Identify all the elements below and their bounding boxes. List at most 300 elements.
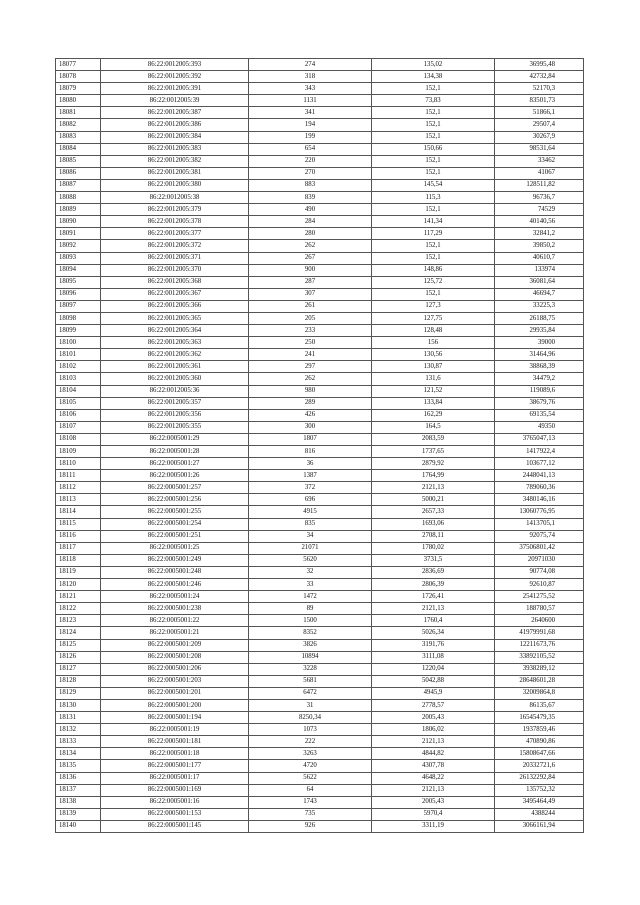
unit-value-cell: 2657,33 — [372, 506, 495, 518]
row-number-cell: 18122 — [56, 603, 101, 615]
table-row — [56, 252, 584, 264]
cadastral-number-cell: 86:22:0012005:380 — [101, 179, 249, 191]
unit-value-cell: 2708,11 — [372, 530, 495, 542]
unit-value-cell: 1726,41 — [372, 591, 495, 603]
cadastral-value-cell: 90774,08 — [495, 566, 584, 578]
cadastral-number-cell: 86:22:0012005:392 — [101, 71, 249, 83]
area-cell: 980 — [249, 385, 372, 397]
unit-value-cell: 2778,57 — [372, 699, 495, 711]
table-row — [56, 204, 584, 216]
unit-value-cell: 150,66 — [372, 143, 495, 155]
cadastral-value-cell: 33462 — [495, 155, 584, 167]
table-row — [56, 433, 584, 445]
unit-value-cell: 4307,78 — [372, 760, 495, 772]
row-number-cell: 18096 — [56, 288, 101, 300]
table-row — [56, 179, 584, 191]
cadastral-value-cell: 41979991,68 — [495, 627, 584, 639]
table-row — [56, 518, 584, 530]
table-row — [56, 240, 584, 252]
table-body — [56, 59, 584, 833]
cadastral-value-cell: 49350 — [495, 421, 584, 433]
row-number-cell: 18134 — [56, 748, 101, 760]
area-cell: 233 — [249, 325, 372, 337]
cadastral-value-cell: 40140,56 — [495, 216, 584, 228]
area-cell: 280 — [249, 228, 372, 240]
row-number-cell: 18080 — [56, 95, 101, 107]
row-number-cell: 18104 — [56, 385, 101, 397]
table-row — [56, 409, 584, 421]
unit-value-cell: 128,48 — [372, 325, 495, 337]
unit-value-cell: 152,1 — [372, 252, 495, 264]
area-cell: 5681 — [249, 675, 372, 687]
cadastral-number-cell: 86:22:0012005:391 — [101, 83, 249, 95]
unit-value-cell: 152,1 — [372, 107, 495, 119]
row-number-cell: 18099 — [56, 325, 101, 337]
area-cell: 21071 — [249, 542, 372, 554]
area-cell: 1472 — [249, 591, 372, 603]
cadastral-number-cell: 86:22:0012005:377 — [101, 228, 249, 240]
row-number-cell: 18077 — [56, 59, 101, 71]
unit-value-cell: 3311,19 — [372, 820, 495, 832]
row-number-cell: 18128 — [56, 675, 101, 687]
table-row — [56, 216, 584, 228]
unit-value-cell: 3111,08 — [372, 651, 495, 663]
row-number-cell: 18093 — [56, 252, 101, 264]
area-cell: 250 — [249, 337, 372, 349]
cadastral-number-cell: 86:22:0012005:381 — [101, 167, 249, 179]
unit-value-cell: 131,6 — [372, 373, 495, 385]
unit-value-cell: 73,83 — [372, 95, 495, 107]
unit-value-cell: 117,29 — [372, 228, 495, 240]
area-cell: 222 — [249, 736, 372, 748]
unit-value-cell: 152,1 — [372, 155, 495, 167]
unit-value-cell: 5000,21 — [372, 494, 495, 506]
area-cell: 287 — [249, 276, 372, 288]
table-row — [56, 228, 584, 240]
cadastral-number-cell: 86:22:0005001:206 — [101, 663, 249, 675]
unit-value-cell: 152,1 — [372, 204, 495, 216]
row-number-cell: 18087 — [56, 179, 101, 191]
cadastral-value-cell: 38868,39 — [495, 361, 584, 373]
cadastral-value-cell: 86135,67 — [495, 699, 584, 711]
row-number-cell: 18127 — [56, 663, 101, 675]
table-row — [56, 615, 584, 627]
table-row — [56, 71, 584, 83]
area-cell: 654 — [249, 143, 372, 155]
unit-value-cell: 2836,69 — [372, 566, 495, 578]
area-cell: 289 — [249, 397, 372, 409]
cadastral-value-cell: 92075,74 — [495, 530, 584, 542]
table-row — [56, 470, 584, 482]
cadastral-number-cell: 86:22:0012005:363 — [101, 337, 249, 349]
cadastral-number-cell: 86:22:0005001:17 — [101, 772, 249, 784]
row-number-cell: 18111 — [56, 470, 101, 482]
area-cell: 261 — [249, 300, 372, 312]
area-cell: 8250,34 — [249, 712, 372, 724]
row-number-cell: 18084 — [56, 143, 101, 155]
cadastral-value-cell: 13060776,95 — [495, 506, 584, 518]
cadastral-value-cell: 3938289,12 — [495, 663, 584, 675]
table-row — [56, 542, 584, 554]
cadastral-value-cell: 39850,2 — [495, 240, 584, 252]
area-cell: 205 — [249, 312, 372, 324]
area-cell: 10894 — [249, 651, 372, 663]
area-cell: 341 — [249, 107, 372, 119]
table-row — [56, 772, 584, 784]
table-row — [56, 639, 584, 651]
area-cell: 3826 — [249, 639, 372, 651]
unit-value-cell: 3191,76 — [372, 639, 495, 651]
unit-value-cell: 2121,13 — [372, 603, 495, 615]
cadastral-number-cell: 86:22:0012005:365 — [101, 312, 249, 324]
unit-value-cell: 162,29 — [372, 409, 495, 421]
table-row — [56, 603, 584, 615]
area-cell: 372 — [249, 482, 372, 494]
unit-value-cell: 1764,99 — [372, 470, 495, 482]
cadastral-number-cell: 86:22:0005001:29 — [101, 433, 249, 445]
cadastral-value-cell: 470890,86 — [495, 736, 584, 748]
row-number-cell: 18108 — [56, 433, 101, 445]
table-row — [56, 506, 584, 518]
area-cell: 1073 — [249, 724, 372, 736]
cadastral-number-cell: 86:22:0012005:378 — [101, 216, 249, 228]
cadastral-value-cell: 42732,84 — [495, 71, 584, 83]
area-cell: 300 — [249, 421, 372, 433]
table-row — [56, 300, 584, 312]
area-cell: 735 — [249, 808, 372, 820]
table-row — [56, 276, 584, 288]
table-row — [56, 192, 584, 204]
cadastral-number-cell: 86:22:0012005:357 — [101, 397, 249, 409]
table-row — [56, 627, 584, 639]
cadastral-number-cell: 86:22:0005001:153 — [101, 808, 249, 820]
area-cell: 220 — [249, 155, 372, 167]
row-number-cell: 18130 — [56, 699, 101, 711]
table-row — [56, 724, 584, 736]
cadastral-value-cell: 1417922,4 — [495, 446, 584, 458]
unit-value-cell: 1806,02 — [372, 724, 495, 736]
cadastral-value-cell: 52170,3 — [495, 83, 584, 95]
cadastral-value-cell: 20971030 — [495, 554, 584, 566]
unit-value-cell: 130,87 — [372, 361, 495, 373]
area-cell: 816 — [249, 446, 372, 458]
cadastral-value-cell: 74529 — [495, 204, 584, 216]
cadastral-value-cell: 12211673,76 — [495, 639, 584, 651]
table-row — [56, 458, 584, 470]
row-number-cell: 18118 — [56, 554, 101, 566]
area-cell: 426 — [249, 409, 372, 421]
area-cell: 36 — [249, 458, 372, 470]
row-number-cell: 18137 — [56, 784, 101, 796]
cadastral-value-cell: 83501,73 — [495, 95, 584, 107]
cadastral-number-cell: 86:22:0012005:367 — [101, 288, 249, 300]
cadastral-number-cell: 86:22:0005001:201 — [101, 687, 249, 699]
table-row — [56, 530, 584, 542]
cadastral-value-cell: 3495464,49 — [495, 796, 584, 808]
cadastral-number-cell: 86:22:0005001:18 — [101, 748, 249, 760]
cadastral-number-cell: 86:22:0005001:22 — [101, 615, 249, 627]
cadastral-value-cell: 51866,1 — [495, 107, 584, 119]
unit-value-cell: 5026,34 — [372, 627, 495, 639]
area-cell: 696 — [249, 494, 372, 506]
row-number-cell: 18125 — [56, 639, 101, 651]
unit-value-cell: 121,52 — [372, 385, 495, 397]
row-number-cell: 18131 — [56, 712, 101, 724]
cadastral-number-cell: 86:22:0012005:384 — [101, 131, 249, 143]
area-cell: 267 — [249, 252, 372, 264]
table-row — [56, 796, 584, 808]
row-number-cell: 18091 — [56, 228, 101, 240]
area-cell: 270 — [249, 167, 372, 179]
cadastral-value-cell: 2541275,52 — [495, 591, 584, 603]
cadastral-value-cell: 69135,54 — [495, 409, 584, 421]
cadastral-number-cell: 86:22:0012005:355 — [101, 421, 249, 433]
area-cell: 297 — [249, 361, 372, 373]
area-cell: 4720 — [249, 760, 372, 772]
cadastral-number-cell: 86:22:0005001:256 — [101, 494, 249, 506]
area-cell: 1387 — [249, 470, 372, 482]
table-row — [56, 736, 584, 748]
row-number-cell: 18098 — [56, 312, 101, 324]
cadastral-number-cell: 86:22:0012005:370 — [101, 264, 249, 276]
cadastral-number-cell: 86:22:0012005:364 — [101, 325, 249, 337]
area-cell: 5620 — [249, 554, 372, 566]
table-row — [56, 482, 584, 494]
cadastral-number-cell: 86:22:0005001:16 — [101, 796, 249, 808]
unit-value-cell: 152,1 — [372, 240, 495, 252]
row-number-cell: 18116 — [56, 530, 101, 542]
row-number-cell: 18095 — [56, 276, 101, 288]
cadastral-value-cell: 15808647,66 — [495, 748, 584, 760]
row-number-cell: 18135 — [56, 760, 101, 772]
row-number-cell: 18083 — [56, 131, 101, 143]
area-cell: 262 — [249, 373, 372, 385]
cadastral-number-cell: 86:22:0005001:19 — [101, 724, 249, 736]
table-row — [56, 83, 584, 95]
table-row — [56, 155, 584, 167]
area-cell: 34 — [249, 530, 372, 542]
table-row — [56, 566, 584, 578]
table-row — [56, 554, 584, 566]
unit-value-cell: 2005,43 — [372, 712, 495, 724]
cadastral-number-cell: 86:22:0005001:27 — [101, 458, 249, 470]
unit-value-cell: 115,3 — [372, 192, 495, 204]
row-number-cell: 18078 — [56, 71, 101, 83]
cadastral-value-cell: 20332721,6 — [495, 760, 584, 772]
row-number-cell: 18120 — [56, 579, 101, 591]
row-number-cell: 18126 — [56, 651, 101, 663]
cadastral-value-cell: 2640600 — [495, 615, 584, 627]
cadastral-number-cell: 86:22:0005001:145 — [101, 820, 249, 832]
area-cell: 4915 — [249, 506, 372, 518]
cadastral-value-cell: 119089,6 — [495, 385, 584, 397]
area-cell: 262 — [249, 240, 372, 252]
cadastral-value-cell: 41067 — [495, 167, 584, 179]
table-row — [56, 760, 584, 772]
cadastral-value-cell: 98531,64 — [495, 143, 584, 155]
unit-value-cell: 134,38 — [372, 71, 495, 83]
area-cell: 5622 — [249, 772, 372, 784]
table-row — [56, 687, 584, 699]
unit-value-cell: 5970,4 — [372, 808, 495, 820]
cadastral-number-cell: 86:22:0005001:248 — [101, 566, 249, 578]
cadastral-value-cell: 3765047,13 — [495, 433, 584, 445]
cadastral-value-cell: 39000 — [495, 337, 584, 349]
table-row — [56, 288, 584, 300]
unit-value-cell: 4844,82 — [372, 748, 495, 760]
row-number-cell: 18139 — [56, 808, 101, 820]
area-cell: 194 — [249, 119, 372, 131]
table-row — [56, 143, 584, 155]
cadastral-number-cell: 86:22:0005001:209 — [101, 639, 249, 651]
unit-value-cell: 2121,13 — [372, 784, 495, 796]
cadastral-value-cell: 135752,32 — [495, 784, 584, 796]
area-cell: 3263 — [249, 748, 372, 760]
cadastral-value-cell: 789060,36 — [495, 482, 584, 494]
cadastral-number-cell: 86:22:0005001:28 — [101, 446, 249, 458]
area-cell: 883 — [249, 179, 372, 191]
cadastral-value-cell: 92610,87 — [495, 579, 584, 591]
row-number-cell: 18097 — [56, 300, 101, 312]
cadastral-value-cell: 3066161,94 — [495, 820, 584, 832]
area-cell: 33 — [249, 579, 372, 591]
cadastral-number-cell: 86:22:0005001:26 — [101, 470, 249, 482]
cadastral-value-cell: 33225,3 — [495, 300, 584, 312]
unit-value-cell: 127,3 — [372, 300, 495, 312]
row-number-cell: 18088 — [56, 192, 101, 204]
unit-value-cell: 152,1 — [372, 83, 495, 95]
cadastral-value-cell: 26132292,84 — [495, 772, 584, 784]
table-row — [56, 699, 584, 711]
cadastral-value-cell: 96736,7 — [495, 192, 584, 204]
table-row — [56, 421, 584, 433]
unit-value-cell: 127,75 — [372, 312, 495, 324]
unit-value-cell: 152,1 — [372, 131, 495, 143]
area-cell: 835 — [249, 518, 372, 530]
row-number-cell: 18114 — [56, 506, 101, 518]
table-row — [56, 107, 584, 119]
area-cell: 3228 — [249, 663, 372, 675]
cadastral-number-cell: 86:22:0012005:386 — [101, 119, 249, 131]
cadastral-number-cell: 86:22:0005001:251 — [101, 530, 249, 542]
area-cell: 32 — [249, 566, 372, 578]
row-number-cell: 18133 — [56, 736, 101, 748]
row-number-cell: 18103 — [56, 373, 101, 385]
unit-value-cell: 164,5 — [372, 421, 495, 433]
row-number-cell: 18094 — [56, 264, 101, 276]
row-number-cell: 18086 — [56, 167, 101, 179]
cadastral-number-cell: 86:22:0012005:362 — [101, 349, 249, 361]
table-row — [56, 337, 584, 349]
row-number-cell: 18123 — [56, 615, 101, 627]
unit-value-cell: 141,34 — [372, 216, 495, 228]
cadastral-value-cell: 36995,48 — [495, 59, 584, 71]
table-row — [56, 167, 584, 179]
cadastral-value-cell: 40610,7 — [495, 252, 584, 264]
cadastral-value-table — [55, 58, 584, 833]
cadastral-value-cell: 32841,2 — [495, 228, 584, 240]
cadastral-value-cell: 46694,7 — [495, 288, 584, 300]
table-row — [56, 663, 584, 675]
row-number-cell: 18136 — [56, 772, 101, 784]
cadastral-number-cell: 86:22:0012005:368 — [101, 276, 249, 288]
unit-value-cell: 2879,92 — [372, 458, 495, 470]
cadastral-value-cell: 128511,82 — [495, 179, 584, 191]
cadastral-number-cell: 86:22:0005001:238 — [101, 603, 249, 615]
cadastral-value-cell: 103677,12 — [495, 458, 584, 470]
table-row — [56, 675, 584, 687]
table-row — [56, 591, 584, 603]
cadastral-value-cell: 3480146,16 — [495, 494, 584, 506]
table-row — [56, 651, 584, 663]
table-row — [56, 95, 584, 107]
unit-value-cell: 1220,04 — [372, 663, 495, 675]
cadastral-value-cell: 133974 — [495, 264, 584, 276]
unit-value-cell: 125,72 — [372, 276, 495, 288]
unit-value-cell: 2005,43 — [372, 796, 495, 808]
area-cell: 8352 — [249, 627, 372, 639]
table-row — [56, 820, 584, 832]
table-row — [56, 385, 584, 397]
cadastral-number-cell: 86:22:0012005:361 — [101, 361, 249, 373]
unit-value-cell: 156 — [372, 337, 495, 349]
cadastral-number-cell: 86:22:0012005:382 — [101, 155, 249, 167]
cadastral-value-cell: 36081,64 — [495, 276, 584, 288]
cadastral-value-cell: 33892105,52 — [495, 651, 584, 663]
unit-value-cell: 152,1 — [372, 167, 495, 179]
unit-value-cell: 152,1 — [372, 288, 495, 300]
cadastral-value-cell: 28648601,28 — [495, 675, 584, 687]
row-number-cell: 18105 — [56, 397, 101, 409]
cadastral-number-cell: 86:22:0005001:181 — [101, 736, 249, 748]
row-number-cell: 18100 — [56, 337, 101, 349]
table-row — [56, 119, 584, 131]
row-number-cell: 18109 — [56, 446, 101, 458]
cadastral-number-cell: 86:22:0012005:393 — [101, 59, 249, 71]
row-number-cell: 18085 — [56, 155, 101, 167]
cadastral-number-cell: 86:22:0012005:366 — [101, 300, 249, 312]
table-row — [56, 712, 584, 724]
row-number-cell: 18119 — [56, 566, 101, 578]
row-number-cell: 18110 — [56, 458, 101, 470]
table-row — [56, 131, 584, 143]
unit-value-cell: 133,84 — [372, 397, 495, 409]
row-number-cell: 18106 — [56, 409, 101, 421]
cadastral-value-cell: 16545479,35 — [495, 712, 584, 724]
table-row — [56, 312, 584, 324]
cadastral-number-cell: 86:22:0012005:356 — [101, 409, 249, 421]
table-row — [56, 361, 584, 373]
unit-value-cell: 2121,13 — [372, 736, 495, 748]
row-number-cell: 18132 — [56, 724, 101, 736]
unit-value-cell: 1737,65 — [372, 446, 495, 458]
row-number-cell: 18129 — [56, 687, 101, 699]
area-cell: 926 — [249, 820, 372, 832]
cadastral-number-cell: 86:22:0012005:379 — [101, 204, 249, 216]
area-cell: 1131 — [249, 95, 372, 107]
row-number-cell: 18090 — [56, 216, 101, 228]
area-cell: 490 — [249, 204, 372, 216]
cadastral-number-cell: 86:22:0012005:39 — [101, 95, 249, 107]
cadastral-value-cell: 32009864,8 — [495, 687, 584, 699]
unit-value-cell: 1780,02 — [372, 542, 495, 554]
cadastral-number-cell: 86:22:0005001:254 — [101, 518, 249, 530]
table-row — [56, 579, 584, 591]
unit-value-cell: 1693,06 — [372, 518, 495, 530]
unit-value-cell: 4945,9 — [372, 687, 495, 699]
cadastral-number-cell: 86:22:0012005:371 — [101, 252, 249, 264]
row-number-cell: 18082 — [56, 119, 101, 131]
